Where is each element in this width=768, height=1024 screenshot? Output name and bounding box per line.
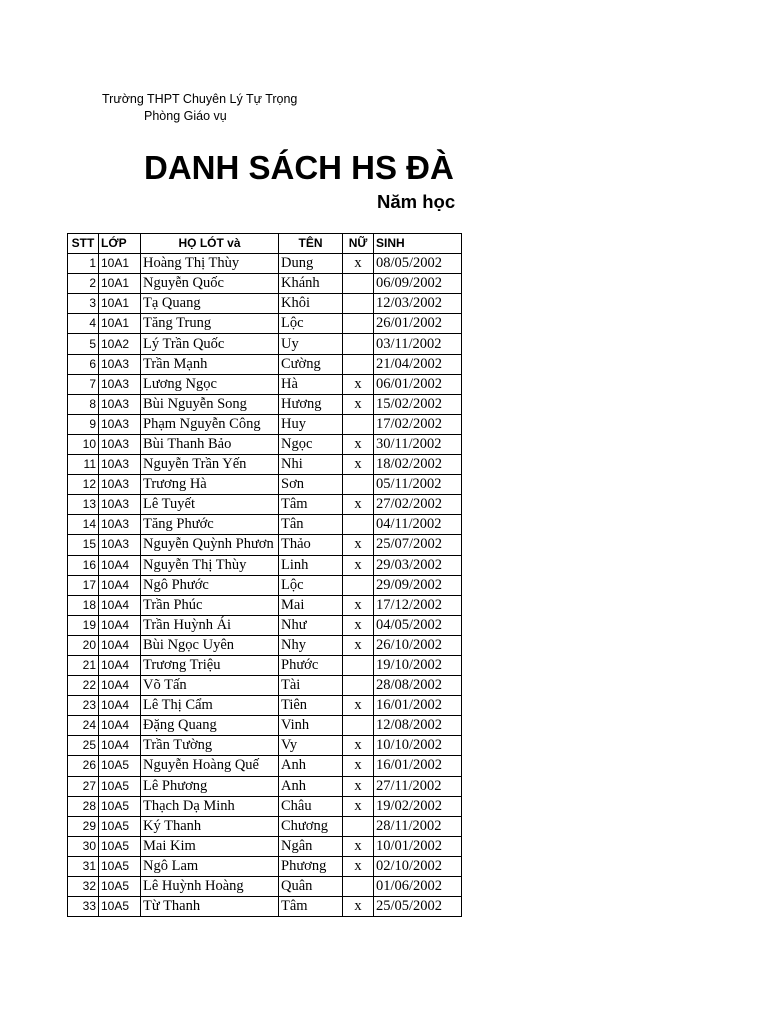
- table-row: [68, 394, 462, 414]
- cell-ngay-sinh: 12/08/2002: [374, 716, 462, 736]
- cell-ngay-sinh: 02/10/2002: [374, 856, 462, 876]
- cell-nu: [343, 655, 374, 675]
- cell-ho-lot: Trương Triệu: [141, 655, 279, 675]
- cell-ten: Vinh: [279, 716, 343, 736]
- cell-stt: 33: [68, 897, 99, 917]
- cell-ho-lot: Tăng Trung: [141, 314, 279, 334]
- cell-nu: x: [343, 836, 374, 856]
- table-row: [68, 736, 462, 756]
- cell-ho-lot: Bùi Nguyễn Song: [141, 394, 279, 414]
- table-row: [68, 334, 462, 354]
- table-header-row: [68, 234, 462, 254]
- cell-stt: 2: [68, 274, 99, 294]
- cell-ho-lot: Trần Phúc: [141, 595, 279, 615]
- cell-ho-lot: Ngô Lam: [141, 856, 279, 876]
- cell-ngay-sinh: 10/01/2002: [374, 836, 462, 856]
- cell-stt: 26: [68, 756, 99, 776]
- cell-ho-lot: Nguyễn Quốc: [141, 274, 279, 294]
- department-name: Phòng Giáo vụ: [144, 109, 227, 123]
- cell-ngay-sinh: 29/09/2002: [374, 575, 462, 595]
- cell-stt: 11: [68, 455, 99, 475]
- cell-ngay-sinh: 26/10/2002: [374, 635, 462, 655]
- cell-nu: x: [343, 615, 374, 635]
- cell-ten: Lộc: [279, 575, 343, 595]
- cell-ho-lot: Lê Huỳnh Hoàng: [141, 877, 279, 897]
- cell-ho-lot: Lương Ngọc: [141, 374, 279, 394]
- cell-ten: Tâm: [279, 897, 343, 917]
- cell-nu: x: [343, 756, 374, 776]
- cell-lop: 10A4: [99, 676, 141, 696]
- cell-nu: x: [343, 897, 374, 917]
- cell-lop: 10A5: [99, 856, 141, 876]
- cell-lop: 10A3: [99, 354, 141, 374]
- cell-nu: x: [343, 535, 374, 555]
- table-row: [68, 615, 462, 635]
- cell-ten: Hà: [279, 374, 343, 394]
- table-row: [68, 254, 462, 274]
- cell-stt: 31: [68, 856, 99, 876]
- cell-ten: Phương: [279, 856, 343, 876]
- cell-lop: 10A5: [99, 776, 141, 796]
- school-name: Trường THPT Chuyên Lý Tự Trọng: [102, 92, 298, 106]
- cell-ho-lot: Võ Tấn: [141, 676, 279, 696]
- cell-ho-lot: Từ Thanh: [141, 897, 279, 917]
- cell-ten: Mai: [279, 595, 343, 615]
- cell-ten: Tiên: [279, 696, 343, 716]
- cell-ten: Như: [279, 615, 343, 635]
- cell-ho-lot: Nguyễn Hoàng Quế: [141, 756, 279, 776]
- table-row: [68, 274, 462, 294]
- cell-ngay-sinh: 18/02/2002: [374, 455, 462, 475]
- cell-ngay-sinh: 19/10/2002: [374, 655, 462, 675]
- cell-ho-lot: Lê Phương: [141, 776, 279, 796]
- cell-stt: 13: [68, 495, 99, 515]
- cell-stt: 21: [68, 655, 99, 675]
- cell-ngay-sinh: 21/04/2002: [374, 354, 462, 374]
- col-header-ten: TÊN: [279, 234, 343, 254]
- cell-nu: x: [343, 455, 374, 475]
- cell-ten: Cường: [279, 354, 343, 374]
- table-row: [68, 555, 462, 575]
- cell-nu: [343, 294, 374, 314]
- cell-ho-lot: Bùi Ngọc Uyên: [141, 635, 279, 655]
- cell-lop: 10A1: [99, 274, 141, 294]
- cell-ten: Phước: [279, 655, 343, 675]
- cell-ngay-sinh: 25/05/2002: [374, 897, 462, 917]
- cell-ngay-sinh: 26/01/2002: [374, 314, 462, 334]
- cell-nu: x: [343, 374, 374, 394]
- cell-ten: Hương: [279, 394, 343, 414]
- cell-ten: Chương: [279, 816, 343, 836]
- cell-ho-lot: Trần Huỳnh Ái: [141, 615, 279, 635]
- cell-ten: Tân: [279, 515, 343, 535]
- cell-ho-lot: Tạ Quang: [141, 294, 279, 314]
- cell-stt: 4: [68, 314, 99, 334]
- cell-ten: Quân: [279, 877, 343, 897]
- cell-ngay-sinh: 01/06/2002: [374, 877, 462, 897]
- table-row: [68, 635, 462, 655]
- cell-stt: 16: [68, 555, 99, 575]
- cell-stt: 32: [68, 877, 99, 897]
- cell-stt: 17: [68, 575, 99, 595]
- cell-lop: 10A3: [99, 495, 141, 515]
- cell-ten: Dung: [279, 254, 343, 274]
- cell-lop: 10A3: [99, 374, 141, 394]
- cell-ten: Linh: [279, 555, 343, 575]
- cell-stt: 23: [68, 696, 99, 716]
- cell-ngay-sinh: 08/05/2002: [374, 254, 462, 274]
- table-body: [68, 254, 462, 917]
- cell-lop: 10A3: [99, 414, 141, 434]
- table-row: [68, 495, 462, 515]
- cell-ngay-sinh: 29/03/2002: [374, 555, 462, 575]
- table-row: [68, 455, 462, 475]
- cell-ngay-sinh: 16/01/2002: [374, 696, 462, 716]
- cell-ho-lot: Trần Mạnh: [141, 354, 279, 374]
- cell-ho-lot: Nguyễn Quỳnh Phươn: [141, 535, 279, 555]
- cell-ten: Khôi: [279, 294, 343, 314]
- cell-nu: x: [343, 434, 374, 454]
- cell-ngay-sinh: 05/11/2002: [374, 475, 462, 495]
- cell-stt: 7: [68, 374, 99, 394]
- cell-ho-lot: Tăng Phước: [141, 515, 279, 535]
- col-header-sinh: SINH: [374, 234, 462, 254]
- cell-ngay-sinh: 04/11/2002: [374, 515, 462, 535]
- cell-nu: [343, 575, 374, 595]
- cell-lop: 10A5: [99, 877, 141, 897]
- cell-lop: 10A5: [99, 897, 141, 917]
- cell-lop: 10A3: [99, 455, 141, 475]
- cell-ho-lot: Mai Kim: [141, 836, 279, 856]
- cell-lop: 10A4: [99, 696, 141, 716]
- cell-nu: x: [343, 736, 374, 756]
- col-header-lop: LỚP: [99, 234, 141, 254]
- cell-ten: Sơn: [279, 475, 343, 495]
- col-header-ho-lot: HỌ LÓT và: [141, 234, 279, 254]
- cell-lop: 10A3: [99, 535, 141, 555]
- cell-lop: 10A3: [99, 515, 141, 535]
- cell-lop: 10A3: [99, 394, 141, 414]
- subtitle-container: [377, 189, 461, 215]
- cell-ngay-sinh: 27/02/2002: [374, 495, 462, 515]
- cell-lop: 10A1: [99, 314, 141, 334]
- cell-ten: Châu: [279, 796, 343, 816]
- cell-lop: 10A4: [99, 555, 141, 575]
- cell-lop: 10A4: [99, 716, 141, 736]
- table-row: [68, 856, 462, 876]
- cell-ho-lot: Hoàng Thị Thùy: [141, 254, 279, 274]
- cell-nu: [343, 334, 374, 354]
- cell-ngay-sinh: 27/11/2002: [374, 776, 462, 796]
- cell-nu: [343, 716, 374, 736]
- cell-ten: Nhi: [279, 455, 343, 475]
- cell-ngay-sinh: 19/02/2002: [374, 796, 462, 816]
- cell-ho-lot: Ký Thanh: [141, 816, 279, 836]
- cell-ngay-sinh: 06/01/2002: [374, 374, 462, 394]
- cell-nu: x: [343, 796, 374, 816]
- cell-ho-lot: Trần Tường: [141, 736, 279, 756]
- cell-ten: Tài: [279, 676, 343, 696]
- cell-ngay-sinh: 30/11/2002: [374, 434, 462, 454]
- cell-ten: Tâm: [279, 495, 343, 515]
- table-row: [68, 314, 462, 334]
- cell-ho-lot: Thạch Dạ Minh: [141, 796, 279, 816]
- cell-stt: 25: [68, 736, 99, 756]
- cell-lop: 10A5: [99, 796, 141, 816]
- table-row: [68, 816, 462, 836]
- cell-nu: [343, 414, 374, 434]
- cell-stt: 18: [68, 595, 99, 615]
- cell-nu: x: [343, 776, 374, 796]
- cell-lop: 10A4: [99, 736, 141, 756]
- cell-lop: 10A2: [99, 334, 141, 354]
- cell-nu: x: [343, 495, 374, 515]
- cell-ten: Ngân: [279, 836, 343, 856]
- cell-ho-lot: Lê Tuyết: [141, 495, 279, 515]
- table-row: [68, 696, 462, 716]
- cell-ten: Uy: [279, 334, 343, 354]
- table-row: [68, 595, 462, 615]
- cell-lop: 10A5: [99, 816, 141, 836]
- cell-stt: 27: [68, 776, 99, 796]
- cell-nu: x: [343, 856, 374, 876]
- cell-lop: 10A4: [99, 595, 141, 615]
- cell-stt: 22: [68, 676, 99, 696]
- cell-nu: x: [343, 595, 374, 615]
- table-row: [68, 475, 462, 495]
- cell-lop: 10A4: [99, 635, 141, 655]
- document-title: DANH SÁCH HS ĐÀ: [144, 149, 454, 186]
- col-header-nu: NỮ: [343, 234, 374, 254]
- cell-ngay-sinh: 06/09/2002: [374, 274, 462, 294]
- cell-ten: Ngọc: [279, 434, 343, 454]
- table-row: [68, 294, 462, 314]
- cell-lop: 10A4: [99, 575, 141, 595]
- cell-stt: 20: [68, 635, 99, 655]
- student-table: [67, 233, 462, 917]
- cell-ngay-sinh: 17/02/2002: [374, 414, 462, 434]
- cell-lop: 10A3: [99, 434, 141, 454]
- cell-ngay-sinh: 12/03/2002: [374, 294, 462, 314]
- title-container: [144, 146, 461, 190]
- cell-ten: Anh: [279, 756, 343, 776]
- cell-stt: 24: [68, 716, 99, 736]
- cell-lop: 10A1: [99, 254, 141, 274]
- table-row: [68, 897, 462, 917]
- cell-stt: 29: [68, 816, 99, 836]
- cell-ngay-sinh: 15/02/2002: [374, 394, 462, 414]
- cell-nu: x: [343, 394, 374, 414]
- cell-ho-lot: Nguyễn Trần Yến: [141, 455, 279, 475]
- cell-ngay-sinh: 28/08/2002: [374, 676, 462, 696]
- table-row: [68, 354, 462, 374]
- cell-stt: 12: [68, 475, 99, 495]
- table-row: [68, 776, 462, 796]
- cell-stt: 15: [68, 535, 99, 555]
- cell-ten: Lộc: [279, 314, 343, 334]
- cell-nu: [343, 877, 374, 897]
- table-row: [68, 836, 462, 856]
- cell-nu: [343, 314, 374, 334]
- cell-ho-lot: Đặng Quang: [141, 716, 279, 736]
- cell-nu: [343, 354, 374, 374]
- cell-stt: 1: [68, 254, 99, 274]
- cell-nu: x: [343, 696, 374, 716]
- cell-lop: 10A1: [99, 294, 141, 314]
- cell-nu: [343, 515, 374, 535]
- table-row: [68, 575, 462, 595]
- cell-ngay-sinh: 03/11/2002: [374, 334, 462, 354]
- cell-ho-lot: Lý Trần Quốc: [141, 334, 279, 354]
- cell-ngay-sinh: 16/01/2002: [374, 756, 462, 776]
- cell-ho-lot: Nguyễn Thị Thùy: [141, 555, 279, 575]
- document-subtitle: Năm học: [377, 191, 456, 212]
- cell-stt: 8: [68, 394, 99, 414]
- cell-ngay-sinh: 28/11/2002: [374, 816, 462, 836]
- cell-ngay-sinh: 17/12/2002: [374, 595, 462, 615]
- cell-lop: 10A3: [99, 475, 141, 495]
- cell-lop: 10A5: [99, 756, 141, 776]
- cell-stt: 30: [68, 836, 99, 856]
- cell-stt: 6: [68, 354, 99, 374]
- table-row: [68, 877, 462, 897]
- table-row: [68, 716, 462, 736]
- table-row: [68, 434, 462, 454]
- cell-ten: Thảo: [279, 535, 343, 555]
- cell-ho-lot: Phạm Nguyễn Công: [141, 414, 279, 434]
- cell-ngay-sinh: 04/05/2002: [374, 615, 462, 635]
- cell-nu: x: [343, 555, 374, 575]
- cell-stt: 28: [68, 796, 99, 816]
- cell-ngay-sinh: 10/10/2002: [374, 736, 462, 756]
- table-row: [68, 414, 462, 434]
- cell-ho-lot: Trương Hà: [141, 475, 279, 495]
- table-row: [68, 374, 462, 394]
- cell-lop: 10A4: [99, 615, 141, 635]
- cell-stt: 14: [68, 515, 99, 535]
- table-row: [68, 796, 462, 816]
- cell-stt: 19: [68, 615, 99, 635]
- cell-ho-lot: Ngô Phước: [141, 575, 279, 595]
- table-row: [68, 515, 462, 535]
- cell-lop: 10A4: [99, 655, 141, 675]
- cell-ten: Nhy: [279, 635, 343, 655]
- cell-ho-lot: Bùi Thanh Bảo: [141, 434, 279, 454]
- cell-ngay-sinh: 25/07/2002: [374, 535, 462, 555]
- col-header-stt: STT: [68, 234, 99, 254]
- cell-stt: 3: [68, 294, 99, 314]
- table-row: [68, 676, 462, 696]
- cell-ten: Huy: [279, 414, 343, 434]
- cell-stt: 5: [68, 334, 99, 354]
- cell-nu: x: [343, 254, 374, 274]
- cell-stt: 10: [68, 434, 99, 454]
- cell-nu: [343, 475, 374, 495]
- cell-nu: [343, 816, 374, 836]
- cell-nu: [343, 676, 374, 696]
- table-row: [68, 535, 462, 555]
- table-row: [68, 655, 462, 675]
- cell-ten: Khánh: [279, 274, 343, 294]
- table-row: [68, 756, 462, 776]
- cell-ten: Anh: [279, 776, 343, 796]
- cell-stt: 9: [68, 414, 99, 434]
- cell-ho-lot: Lê Thị Cẩm: [141, 696, 279, 716]
- cell-lop: 10A5: [99, 836, 141, 856]
- cell-nu: x: [343, 635, 374, 655]
- cell-nu: [343, 274, 374, 294]
- cell-ten: Vy: [279, 736, 343, 756]
